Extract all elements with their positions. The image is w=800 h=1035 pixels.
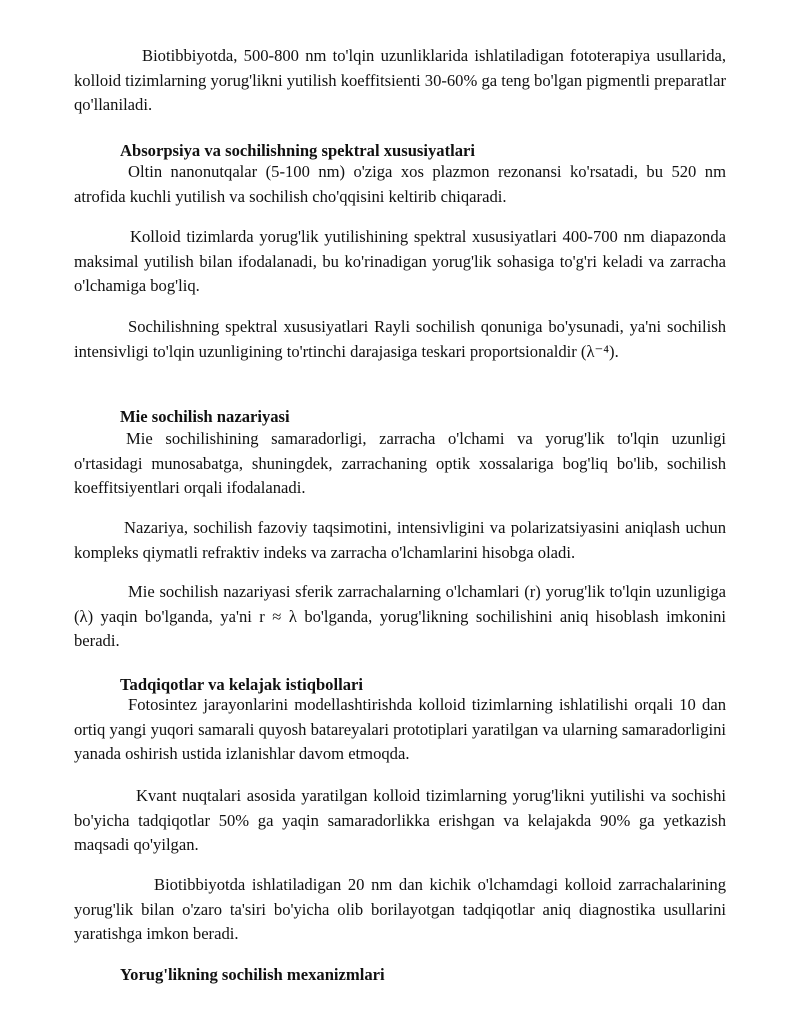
heading-spectral-properties: Absorpsiya va sochilishning spektral xususiyatlari [120,141,475,160]
paragraph-phototherapy: Biotibbiyotda, 500-800 nm to'lqin uzunliklarida ishlatiladigan fototerapiya usullarida, kolloid tizimlarning yorug'likni yutilish koeffitsienti 30-60% ga teng bo'lgan pigmentli preparatlar qo'llaniladi. [74,46,726,114]
paragraph-photosynthesis: Fotosintez jarayonlarini modellashtirishda kolloid tizimlarning ishlatilishi orqali 10 dan ortiq yangi yuqori samarali quyosh batareyalari prototiplari yaratilgan va ularning samaradorligini yanada oshirish ustida izlanishlar davom etmoqda. [74,695,726,763]
paragraph-mie-efficiency: Mie sochilishining samaradorligi, zarracha o'lchami va yorug'lik to'lqin uzunligi o'rtasidagi munosabatga, shuningdek, zarrachaning optik xossalariga bog'liq bo'lib, sochilish koeffitsiyentlari orqali ifodalanadi. [74,429,726,497]
paragraph-absorption-spectrum: Kolloid tizimlarda yorug'lik yutilishining spektral xususiyatlari 400-700 nm diapazonda maksimal yutilish bilan ifodalanadi, bu ko'rinadigan yorug'lik sohasiga to'g'ri keladi va zarracha o'lchamiga bog'liq. [74,227,726,295]
paragraph-biomedicine-particles: Biotibbiyotda ishlatiladigan 20 nm dan kichik o'lchamdagi kolloid zarrachalarining yorug'lik bilan o'zaro ta'siri bo'yicha olib borilayotgan tadqiqotlar aniq diagnostika usullarini yaratishga imkon beradi. [74,875,726,943]
paragraph-rayleigh-scattering: Sochilishning spektral xususiyatlari Rayli sochilish qonuniga bo'ysunadi, ya'ni sochilish intensivligi to'lqin uzunligining to'rtinchi darajasiga teskari proportsionaldir (λ⁻⁴). [74,317,726,361]
heading-research-prospects: Tadqiqotlar va kelajak istiqbollari [120,675,363,694]
paragraph-gold-nanodots: Oltin nanonutqalar (5-100 nm) o'ziga xos plazmon rezonansi ko'rsatadi, bu 520 nm atrofida kuchli yutilish va sochilish cho'qqisini keltirib chiqaradi. [74,162,726,206]
heading-scattering-mechanisms: Yorug'likning sochilish mexanizmlari [120,965,385,984]
heading-mie-theory: Mie sochilish nazariyasi [120,407,290,426]
paragraph-quantum-dots: Kvant nuqtalari asosida yaratilgan kolloid tizimlarning yorug'likni yutilishi va sochishi bo'yicha tadqiqotlar 50% ga yaqin samaradorlikka erishgan va kelajakda 90% ga yetkazish maqsadi qo'yilgan. [74,786,726,854]
paragraph-spherical-particles: Mie sochilish nazariyasi sferik zarrachalarning o'lchamlari (r) yorug'lik to'lqin uzunligiga (λ) yaqin bo'lganda, ya'ni r ≈ λ bo'lganda, yorug'likning sochilishini aniq hisoblash imkonini beradi. [74,582,726,650]
paragraph-theory-refractive-index: Nazariya, sochilish fazoviy taqsimotini, intensivligini va polarizatsiyasini aniqlash uchun kompleks qiymatli refraktiv indeks va zarracha o'lchamlarini hisobga oladi. [74,518,726,562]
